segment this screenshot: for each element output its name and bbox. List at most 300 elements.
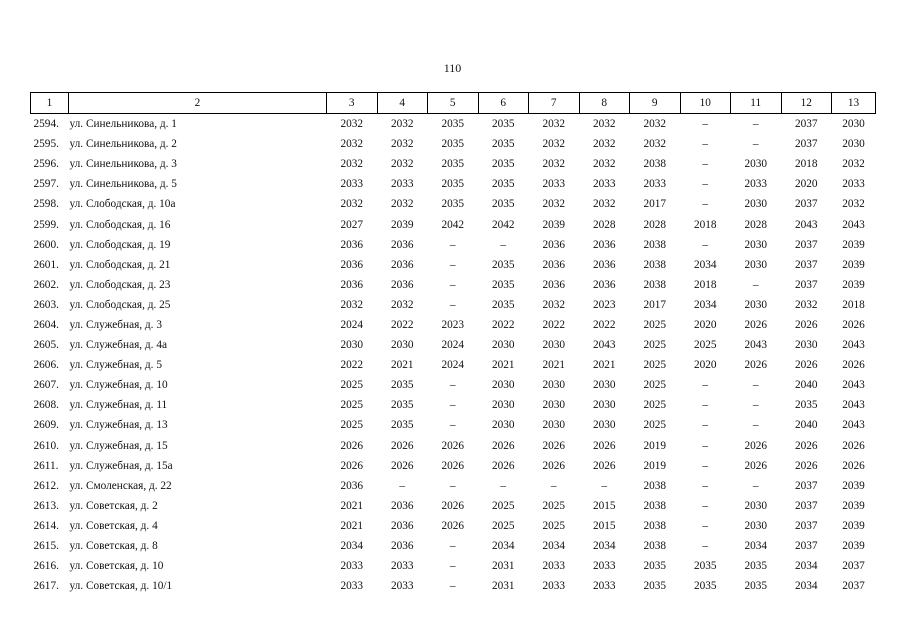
year-cell: 2036 bbox=[340, 258, 364, 271]
year-cell: 2036 bbox=[592, 278, 616, 291]
year-cell: 2034 bbox=[794, 560, 818, 573]
year-cell: – bbox=[702, 479, 709, 492]
year-cell: – bbox=[752, 399, 759, 412]
row-number: 2606. bbox=[33, 359, 59, 372]
year-cell: 2026 bbox=[842, 318, 865, 331]
table-row bbox=[31, 576, 876, 596]
year-cell: 2021 bbox=[340, 519, 364, 532]
year-cell: – bbox=[449, 298, 456, 311]
year-cell: – bbox=[399, 479, 406, 492]
year-cell: 2035 bbox=[643, 580, 667, 593]
year-cell: 2036 bbox=[542, 278, 566, 291]
address-cell: ул. Советская, д. 10/1 bbox=[69, 580, 173, 593]
year-cell: 2022 bbox=[491, 318, 515, 331]
year-cell: 2025 bbox=[542, 519, 566, 532]
address-cell: ул. Синельникова, д. 5 bbox=[69, 178, 177, 191]
year-cell: 2030 bbox=[842, 118, 865, 131]
year-cell: 2034 bbox=[491, 540, 515, 553]
year-cell: 2018 bbox=[693, 218, 717, 231]
address-cell: ул. Советская, д. 2 bbox=[69, 499, 158, 512]
column-header: 9 bbox=[630, 93, 681, 114]
year-cell: 2035 bbox=[441, 178, 465, 191]
year-cell: – bbox=[702, 459, 709, 472]
year-cell: – bbox=[702, 118, 709, 131]
row-number: 2612. bbox=[33, 479, 59, 492]
year-cell: – bbox=[752, 479, 759, 492]
address-cell: ул. Советская, д. 10 bbox=[69, 560, 164, 573]
table-row bbox=[31, 134, 876, 154]
table-row bbox=[31, 556, 876, 576]
year-cell: – bbox=[702, 158, 709, 171]
column-header: 11 bbox=[731, 93, 782, 114]
year-cell: 2030 bbox=[592, 419, 616, 432]
year-cell: – bbox=[702, 138, 709, 151]
year-cell: 2036 bbox=[340, 238, 364, 251]
year-cell: – bbox=[702, 540, 709, 553]
year-cell: 2033 bbox=[340, 178, 364, 191]
year-cell: 2039 bbox=[842, 258, 865, 271]
year-cell: 2030 bbox=[744, 499, 768, 512]
table-row bbox=[31, 456, 876, 476]
year-cell: 2025 bbox=[643, 339, 667, 352]
year-cell: 2035 bbox=[441, 158, 465, 171]
year-cell: 2017 bbox=[643, 198, 667, 211]
year-cell: 2033 bbox=[592, 560, 616, 573]
year-cell: 2026 bbox=[842, 439, 865, 452]
year-cell: 2026 bbox=[744, 359, 768, 372]
address-cell: ул. Синельникова, д. 1 bbox=[69, 118, 177, 131]
year-cell: 2038 bbox=[643, 499, 667, 512]
year-cell: 2042 bbox=[491, 218, 515, 231]
year-cell: 2034 bbox=[340, 540, 364, 553]
year-cell: – bbox=[449, 399, 456, 412]
year-cell: – bbox=[500, 479, 507, 492]
table-row bbox=[31, 214, 876, 234]
year-cell: 2030 bbox=[491, 379, 515, 392]
year-cell: 2036 bbox=[542, 238, 566, 251]
year-cell: 2033 bbox=[340, 580, 364, 593]
year-cell: 2026 bbox=[491, 439, 515, 452]
row-number: 2595. bbox=[33, 138, 59, 151]
row-number: 2601. bbox=[33, 258, 59, 271]
year-cell: 2035 bbox=[794, 399, 818, 412]
column-header: 5 bbox=[428, 93, 479, 114]
year-cell: 2032 bbox=[542, 118, 566, 131]
table-row bbox=[31, 315, 876, 335]
year-cell: 2030 bbox=[542, 419, 566, 432]
year-cell: 2035 bbox=[441, 138, 465, 151]
column-header: 10 bbox=[680, 93, 731, 114]
year-cell: – bbox=[449, 540, 456, 553]
year-cell: – bbox=[702, 178, 709, 191]
year-cell: 2035 bbox=[491, 178, 515, 191]
table-row bbox=[31, 395, 876, 415]
year-cell: – bbox=[449, 379, 456, 392]
year-cell: 2026 bbox=[842, 459, 865, 472]
year-cell: 2035 bbox=[491, 198, 515, 211]
year-cell: 2033 bbox=[592, 580, 616, 593]
year-cell: 2030 bbox=[491, 339, 515, 352]
year-cell: 2025 bbox=[643, 379, 667, 392]
year-cell: 2038 bbox=[643, 519, 667, 532]
year-cell: 2032 bbox=[340, 138, 364, 151]
year-cell: 2026 bbox=[340, 439, 364, 452]
year-cell: – bbox=[550, 479, 557, 492]
year-cell: 2035 bbox=[744, 560, 768, 573]
year-cell: 2021 bbox=[390, 359, 414, 372]
year-cell: 2032 bbox=[390, 118, 414, 131]
year-cell: 2043 bbox=[842, 419, 865, 432]
year-cell: 2036 bbox=[340, 479, 364, 492]
address-cell: ул. Советская, д. 4 bbox=[69, 519, 158, 532]
address-cell: ул. Синельникова, д. 3 bbox=[69, 158, 177, 171]
year-cell: 2036 bbox=[390, 238, 414, 251]
row-number: 2617. bbox=[33, 580, 59, 593]
year-cell: 2037 bbox=[794, 519, 818, 532]
year-cell: 2034 bbox=[542, 540, 566, 553]
column-header: 7 bbox=[529, 93, 580, 114]
year-cell: 2026 bbox=[794, 459, 818, 472]
year-cell: 2021 bbox=[340, 499, 364, 512]
table-row bbox=[31, 536, 876, 556]
year-cell: 2035 bbox=[693, 560, 717, 573]
year-cell: 2033 bbox=[744, 178, 768, 191]
year-cell: 2038 bbox=[643, 540, 667, 553]
year-cell: 2043 bbox=[592, 339, 616, 352]
year-cell: 2025 bbox=[643, 359, 667, 372]
year-cell: 2032 bbox=[643, 138, 667, 151]
year-cell: 2036 bbox=[542, 258, 566, 271]
row-number: 2607. bbox=[33, 379, 59, 392]
column-header: 3 bbox=[327, 93, 378, 114]
address-cell: ул. Служебная, д. 5 bbox=[69, 359, 162, 372]
year-cell: 2035 bbox=[390, 419, 414, 432]
row-number: 2611. bbox=[33, 459, 59, 472]
year-cell: 2035 bbox=[390, 379, 414, 392]
year-cell: 2038 bbox=[643, 158, 667, 171]
year-cell: 2022 bbox=[390, 318, 414, 331]
year-cell: – bbox=[449, 278, 456, 291]
address-cell: ул. Служебная, д. 11 bbox=[69, 399, 168, 412]
year-cell: 2030 bbox=[542, 339, 566, 352]
year-cell: – bbox=[500, 238, 507, 251]
year-cell: 2035 bbox=[390, 399, 414, 412]
row-number: 2603. bbox=[33, 298, 59, 311]
year-cell: 2022 bbox=[592, 318, 616, 331]
row-number: 2597. bbox=[33, 178, 59, 191]
year-cell: – bbox=[449, 238, 456, 251]
year-cell: 2020 bbox=[693, 359, 717, 372]
year-cell: 2036 bbox=[390, 258, 414, 271]
year-cell: 2033 bbox=[390, 580, 414, 593]
year-cell: 2039 bbox=[842, 499, 865, 512]
column-header: 6 bbox=[478, 93, 529, 114]
year-cell: 2032 bbox=[340, 158, 364, 171]
year-cell: 2020 bbox=[693, 318, 717, 331]
row-number: 2594. bbox=[33, 118, 59, 131]
year-cell: 2035 bbox=[491, 298, 515, 311]
schedule-table bbox=[30, 92, 876, 596]
year-cell: 2030 bbox=[491, 419, 515, 432]
year-cell: 2036 bbox=[390, 278, 414, 291]
year-cell: 2033 bbox=[390, 560, 414, 573]
address-cell: ул. Служебная, д. 15 bbox=[69, 439, 168, 452]
year-cell: 2043 bbox=[794, 218, 818, 231]
year-cell: 2021 bbox=[592, 359, 616, 372]
page-number: 110 bbox=[443, 61, 462, 75]
row-number: 2610. bbox=[33, 439, 59, 452]
year-cell: 2020 bbox=[794, 178, 818, 191]
column-header: 1 bbox=[31, 93, 69, 114]
year-cell: 2039 bbox=[842, 278, 865, 291]
table-row bbox=[31, 375, 876, 395]
year-cell: 2026 bbox=[340, 459, 364, 472]
table-body bbox=[31, 114, 876, 597]
year-cell: 2032 bbox=[542, 158, 566, 171]
year-cell: 2035 bbox=[441, 118, 465, 131]
year-cell: 2026 bbox=[390, 439, 414, 452]
year-cell: 2024 bbox=[340, 318, 364, 331]
row-number: 2598. bbox=[33, 198, 59, 211]
year-cell: 2030 bbox=[390, 339, 414, 352]
year-cell: 2025 bbox=[643, 318, 667, 331]
address-cell: ул. Служебная, д. 10 bbox=[69, 379, 168, 392]
row-number: 2616. bbox=[33, 560, 59, 573]
year-cell: 2034 bbox=[592, 540, 616, 553]
year-cell: 2042 bbox=[441, 218, 465, 231]
year-cell: 2019 bbox=[643, 459, 667, 472]
year-cell: 2025 bbox=[693, 339, 717, 352]
table-header bbox=[31, 93, 876, 114]
table-row bbox=[31, 355, 876, 375]
address-cell: ул. Смоленская, д. 22 bbox=[69, 479, 172, 492]
year-cell: – bbox=[702, 439, 709, 452]
year-cell: 2033 bbox=[390, 178, 414, 191]
year-cell: 2023 bbox=[441, 318, 465, 331]
year-cell: – bbox=[752, 138, 759, 151]
year-cell: 2033 bbox=[542, 560, 566, 573]
year-cell: 2025 bbox=[340, 419, 364, 432]
row-number: 2608. bbox=[33, 399, 59, 412]
year-cell: 2036 bbox=[390, 519, 414, 532]
year-cell: 2026 bbox=[441, 519, 465, 532]
year-cell: 2037 bbox=[842, 580, 865, 593]
column-header: 2 bbox=[69, 93, 327, 114]
year-cell: – bbox=[752, 419, 759, 432]
year-cell: 2025 bbox=[340, 399, 364, 412]
year-cell: 2037 bbox=[794, 540, 818, 553]
row-number: 2615. bbox=[33, 540, 59, 553]
year-cell: 2018 bbox=[693, 278, 717, 291]
year-cell: 2032 bbox=[542, 138, 566, 151]
table-row bbox=[31, 476, 876, 496]
year-cell: 2030 bbox=[592, 399, 616, 412]
year-cell: 2026 bbox=[744, 439, 768, 452]
table-row bbox=[31, 235, 876, 255]
year-cell: 2039 bbox=[390, 218, 414, 231]
year-cell: 2032 bbox=[794, 298, 818, 311]
year-cell: – bbox=[449, 560, 456, 573]
year-cell: 2040 bbox=[794, 419, 818, 432]
year-cell: 2030 bbox=[491, 399, 515, 412]
year-cell: 2035 bbox=[693, 580, 717, 593]
year-cell: 2035 bbox=[491, 158, 515, 171]
year-cell: 2032 bbox=[340, 198, 364, 211]
year-cell: 2035 bbox=[441, 198, 465, 211]
year-cell: 2026 bbox=[390, 459, 414, 472]
year-cell: 2032 bbox=[340, 118, 364, 131]
year-cell: 2038 bbox=[643, 258, 667, 271]
table-row bbox=[31, 335, 876, 355]
year-cell: 2032 bbox=[842, 158, 865, 171]
year-cell: 2030 bbox=[592, 379, 616, 392]
year-cell: 2032 bbox=[390, 298, 414, 311]
year-cell: – bbox=[449, 419, 456, 432]
year-cell: 2036 bbox=[390, 499, 414, 512]
year-cell: 2015 bbox=[592, 519, 616, 532]
year-cell: 2036 bbox=[340, 278, 364, 291]
year-cell: 2023 bbox=[592, 298, 616, 311]
year-cell: – bbox=[702, 198, 709, 211]
table-row bbox=[31, 436, 876, 456]
year-cell: 2033 bbox=[542, 580, 566, 593]
year-cell: 2037 bbox=[794, 118, 818, 131]
year-cell: 2015 bbox=[592, 499, 616, 512]
year-cell: 2025 bbox=[643, 399, 667, 412]
address-cell: ул. Слободская, д. 25 bbox=[69, 298, 171, 311]
column-header: 4 bbox=[377, 93, 428, 114]
year-cell: 2037 bbox=[794, 479, 818, 492]
year-cell: – bbox=[752, 278, 759, 291]
year-cell: 2033 bbox=[542, 178, 566, 191]
year-cell: 2019 bbox=[643, 439, 667, 452]
year-cell: 2024 bbox=[441, 359, 465, 372]
year-cell: 2030 bbox=[542, 399, 566, 412]
year-cell: 2043 bbox=[842, 218, 865, 231]
year-cell: 2032 bbox=[542, 198, 566, 211]
year-cell: 2032 bbox=[592, 138, 616, 151]
year-cell: 2032 bbox=[592, 198, 616, 211]
year-cell: 2037 bbox=[794, 258, 818, 271]
year-cell: – bbox=[449, 580, 456, 593]
year-cell: 2034 bbox=[794, 580, 818, 593]
year-cell: 2027 bbox=[340, 218, 364, 231]
address-cell: ул. Слободская, д. 10а bbox=[69, 198, 176, 211]
year-cell: 2035 bbox=[491, 138, 515, 151]
row-number: 2613. bbox=[33, 499, 59, 512]
year-cell: 2026 bbox=[794, 318, 818, 331]
address-cell: ул. Слободская, д. 19 bbox=[69, 238, 171, 251]
column-header: 12 bbox=[781, 93, 832, 114]
year-cell: 2026 bbox=[794, 439, 818, 452]
table-row bbox=[31, 295, 876, 315]
year-cell: 2026 bbox=[542, 439, 566, 452]
row-number: 2609. bbox=[33, 419, 59, 432]
year-cell: 2030 bbox=[744, 519, 768, 532]
year-cell: 2022 bbox=[542, 318, 566, 331]
year-cell: 2043 bbox=[842, 399, 865, 412]
row-number: 2599. bbox=[33, 218, 59, 231]
year-cell: 2025 bbox=[542, 499, 566, 512]
year-cell: 2039 bbox=[842, 519, 865, 532]
year-cell: 2032 bbox=[340, 298, 364, 311]
year-cell: 2035 bbox=[744, 580, 768, 593]
year-cell: 2024 bbox=[441, 339, 465, 352]
address-cell: ул. Советская, д. 8 bbox=[69, 540, 158, 553]
year-cell: 2028 bbox=[744, 218, 768, 231]
year-cell: 2030 bbox=[744, 298, 768, 311]
year-cell: 2037 bbox=[794, 278, 818, 291]
year-cell: 2043 bbox=[744, 339, 768, 352]
year-cell: 2021 bbox=[542, 359, 566, 372]
column-header: 13 bbox=[832, 93, 876, 114]
year-cell: 2033 bbox=[592, 178, 616, 191]
year-cell: – bbox=[601, 479, 608, 492]
year-cell: 2039 bbox=[842, 479, 865, 492]
year-cell: 2039 bbox=[542, 218, 566, 231]
address-cell: ул. Слободская, д. 23 bbox=[69, 278, 171, 291]
table-row bbox=[31, 255, 876, 275]
year-cell: 2040 bbox=[794, 379, 818, 392]
year-cell: 2026 bbox=[842, 359, 865, 372]
year-cell: 2030 bbox=[842, 138, 865, 151]
year-cell: 2030 bbox=[744, 158, 768, 171]
year-cell: 2037 bbox=[794, 499, 818, 512]
table-row bbox=[31, 114, 876, 135]
year-cell: 2026 bbox=[794, 359, 818, 372]
year-cell: 2026 bbox=[441, 439, 465, 452]
year-cell: 2032 bbox=[592, 118, 616, 131]
table-row bbox=[31, 496, 876, 516]
table-row bbox=[31, 415, 876, 435]
year-cell: 2039 bbox=[842, 238, 865, 251]
year-cell: 2034 bbox=[693, 298, 717, 311]
year-cell: 2038 bbox=[643, 238, 667, 251]
year-cell: 2017 bbox=[643, 298, 667, 311]
year-cell: 2035 bbox=[491, 118, 515, 131]
year-cell: – bbox=[752, 379, 759, 392]
year-cell: 2034 bbox=[744, 540, 768, 553]
year-cell: – bbox=[702, 519, 709, 532]
address-cell: ул. Слободская, д. 16 bbox=[69, 218, 171, 231]
address-cell: ул. Слободская, д. 21 bbox=[69, 258, 171, 271]
year-cell: 2036 bbox=[592, 258, 616, 271]
year-cell: 2032 bbox=[390, 158, 414, 171]
column-header: 8 bbox=[579, 93, 630, 114]
table-row bbox=[31, 516, 876, 536]
row-number: 2596. bbox=[33, 158, 59, 171]
year-cell: 2033 bbox=[842, 178, 865, 191]
year-cell: 2035 bbox=[491, 278, 515, 291]
address-cell: ул. Служебная, д. 4а bbox=[69, 339, 167, 352]
year-cell: 2030 bbox=[744, 258, 768, 271]
year-cell: 2018 bbox=[794, 158, 818, 171]
year-cell: 2028 bbox=[592, 218, 616, 231]
row-number: 2600. bbox=[33, 238, 59, 251]
year-cell: 2026 bbox=[744, 318, 768, 331]
year-cell: – bbox=[752, 118, 759, 131]
year-cell: 2039 bbox=[842, 540, 865, 553]
address-cell: ул. Синельникова, д. 2 bbox=[69, 138, 177, 151]
year-cell: 2025 bbox=[491, 499, 515, 512]
year-cell: 2043 bbox=[842, 339, 865, 352]
year-cell: 2037 bbox=[794, 238, 818, 251]
year-cell: 2036 bbox=[390, 540, 414, 553]
year-cell: 2026 bbox=[441, 459, 465, 472]
address-cell: ул. Служебная, д. 3 bbox=[69, 318, 162, 331]
year-cell: 2043 bbox=[842, 379, 865, 392]
year-cell: 2037 bbox=[794, 138, 818, 151]
